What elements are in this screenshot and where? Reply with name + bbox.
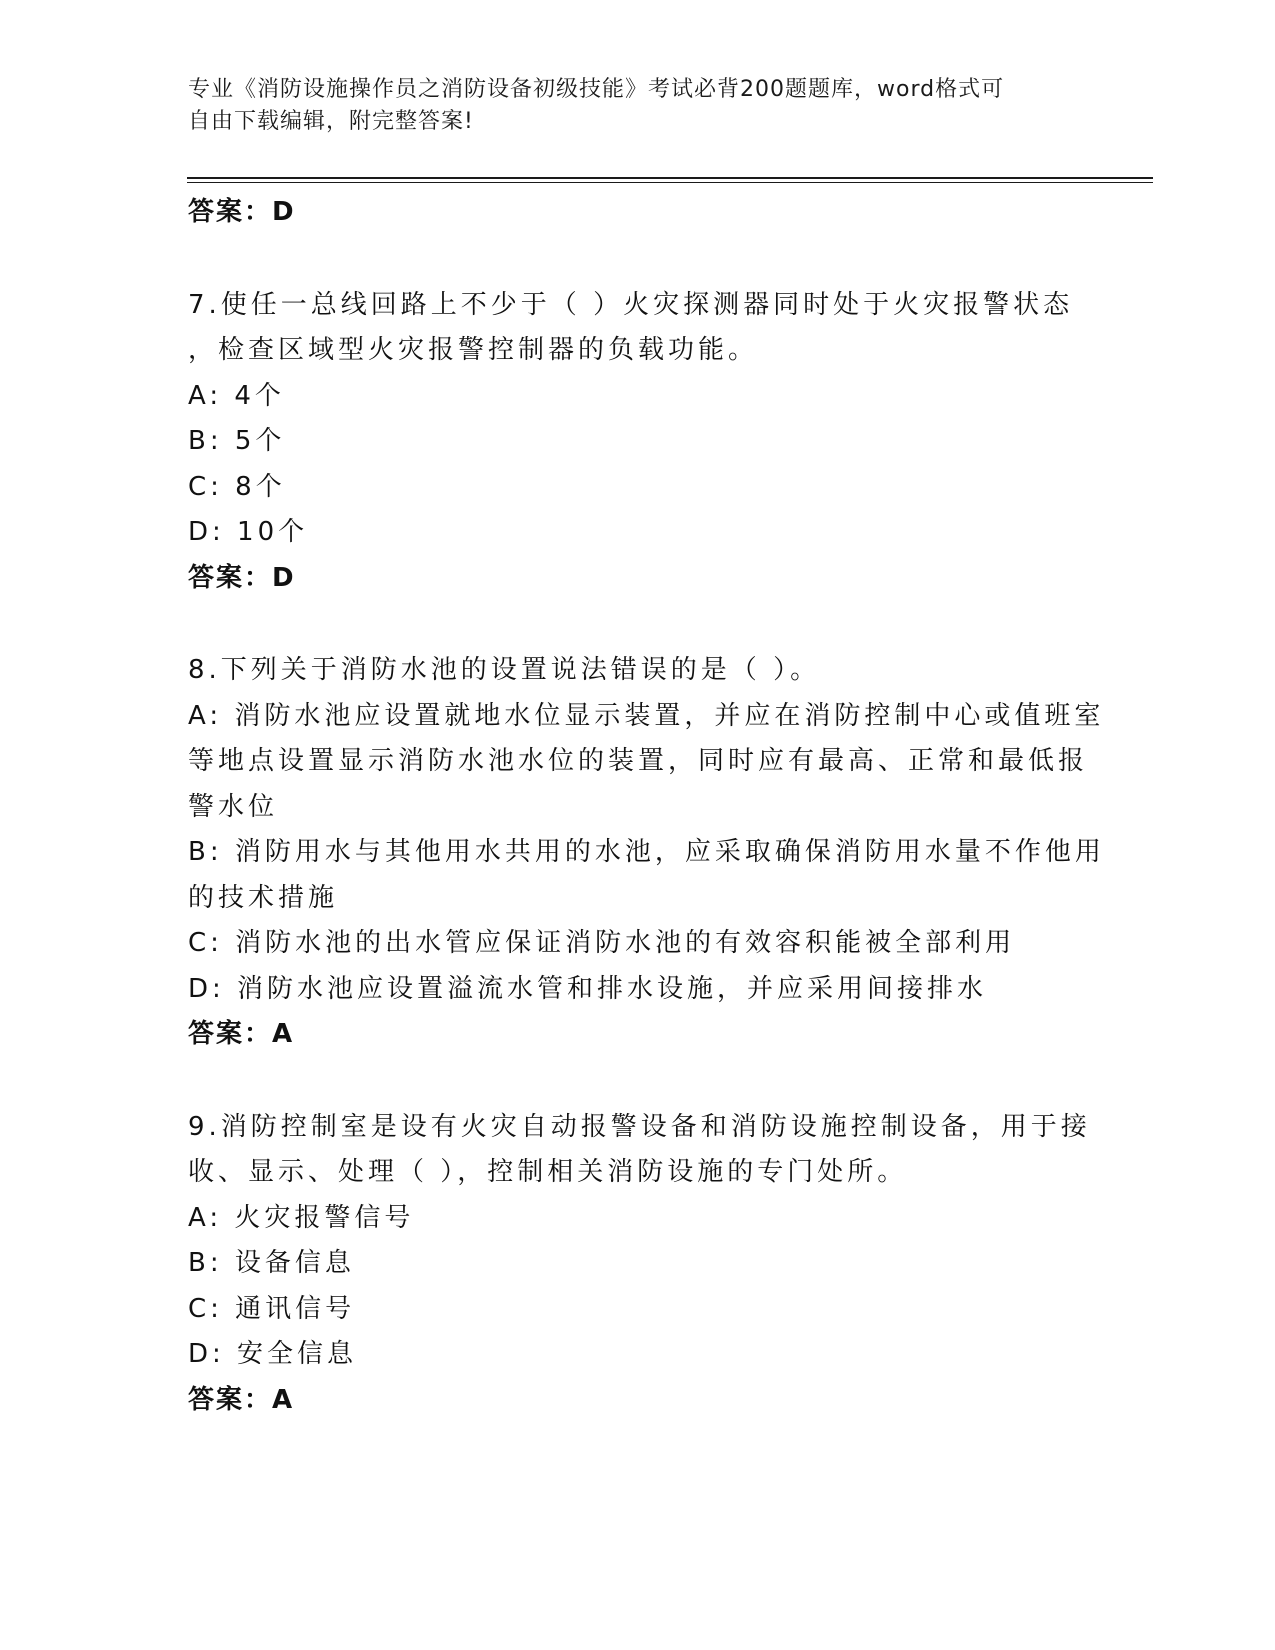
option-b: B: 消防用水与其他用水共用的水池，应采取确保消防用水量不作他用 [188,837,1105,867]
answer: 答案：D [188,562,296,593]
question-stem-line: 收、显示、处理（ ），控制相关消防设施的专门处所。 [188,1157,908,1187]
question-stem-line: 8.下列关于消防水池的设置说法错误的是（ ）。 [188,655,821,685]
spacer [188,236,1088,283]
option-a-continued: 警水位 [188,791,279,822]
answer: 答案：A [188,1019,295,1049]
question-stem-line: ，检查区域型火灾报警控制器的负载功能。 [188,335,759,365]
option-b: B: 设备信息 [188,1248,355,1278]
question-stem-line: 9.消防控制室是设有火灾自动报警设备和消防设施控制设备，用于接 [188,1111,1091,1142]
previous-answer: 答案：D [188,197,296,227]
answer: 答案：A [188,1384,295,1415]
question-stem-line: 7.使任一总线回路上不少于（ ）火灾探测器同时处于火灾报警状态 [188,289,1074,320]
option-a: A: 4个 [188,380,285,411]
spacer [188,1058,1088,1105]
document-body [188,190,1105,1423]
spacer [188,601,1088,648]
option-b: B: 5个 [188,426,286,456]
option-a-continued: 等地点设置显示消防水池水位的装置，同时应有最高、正常和最低报 [188,746,1089,776]
question-9 [188,1105,1091,1424]
option-a: A: 火灾报警信号 [188,1202,415,1233]
header-rule-thin [187,182,1153,183]
question-8 [188,648,1105,1058]
option-d: D: 安全信息 [188,1339,358,1369]
header-rule-thick [187,177,1153,179]
option-a: A: 消防水池应设置就地水位显示装置，并应在消防控制中心或值班室 [188,700,1105,731]
option-c: C: 通讯信号 [188,1293,356,1324]
option-d: D: 10个 [188,517,309,547]
header-line-2: 自由下载编辑，附完整答案! [188,109,474,134]
document-header [188,74,1068,138]
option-d: D: 消防水池应设置溢流水管和排水设施，并应采用间接排水 [188,973,988,1004]
option-c: C: 消防水池的出水管应保证消防水池的有效容积能被全部利用 [188,928,1016,958]
question-7 [188,283,1088,602]
option-b-continued: 的技术措施 [188,882,339,913]
option-c: C: 8个 [188,471,286,502]
header-line-1: 专业《消防设施操作员之消防设备初级技能》考试必背200题题库，word格式可 [188,77,1005,102]
